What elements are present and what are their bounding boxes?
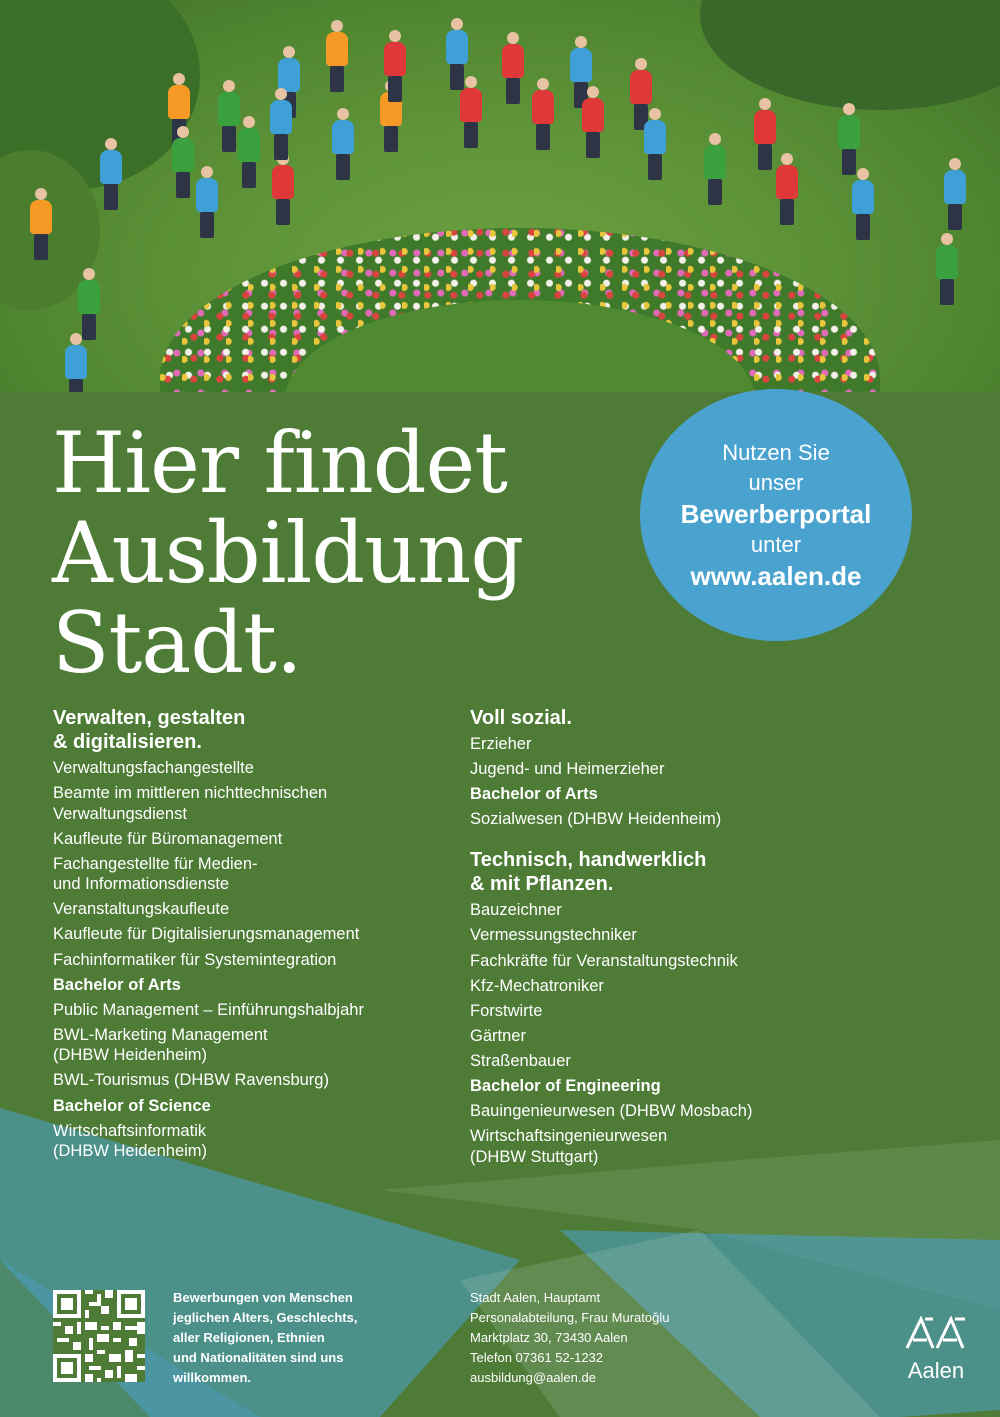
headline-line-3: Stadt. [52,594,302,692]
list-item: Public Management – Einführungshalbjahr [53,1000,364,1019]
subheading-bachelor-science: Bachelor of Science [53,1096,211,1115]
portal-line-2: unser [748,470,804,495]
list-item: Sozialwesen (DHBW Heidenheim) [470,810,722,829]
list-item: Forstwirte [470,1001,543,1020]
portal-url-link[interactable]: www.aalen.de [690,561,862,591]
list-item: Wirtschaftsinformatik (DHBW Heidenheim) [53,1121,208,1161]
list-item: Vermessungstechniker [470,926,637,945]
portal-line-4: unter [750,532,802,557]
list-item: Bauingenieurwesen (DHBW Mosbach) [470,1102,753,1121]
contact-block [470,1288,669,1388]
contact-line: Stadt Aalen, Hauptamt [470,1290,601,1305]
subheading-bachelor-arts: Bachelor of Arts [53,975,181,994]
portal-name: Bewerberportal [680,499,872,529]
subheading-bachelor-engineering: Bachelor of Engineering [470,1077,661,1096]
headline-line-2: Ausbildung [52,504,524,602]
list-item: Veranstaltungskaufleute [53,900,230,919]
list-item: Gärtner [470,1026,526,1045]
portal-line-1: Nutzen Sie [722,440,830,465]
headline-line-1: Hier findet [52,414,507,512]
list-item: Fachangestellte für Medien- und Informationsdienste [53,854,258,894]
list-item: Verwaltungsfachangestellte [53,759,254,777]
list-item: Fachkräfte für Veranstaltungstechnik [470,951,738,970]
list-item: Straßenbauer [470,1051,571,1070]
section-title-social: Voll sozial. [470,707,572,729]
aalen-logo-icon [903,1316,969,1350]
list-item: Bauzeichner [470,901,562,920]
list-item: BWL-Marketing Management (DHBW Heidenheim) [53,1025,268,1065]
logo-text: Aalen [907,1358,965,1383]
subheading-bachelor-arts: Bachelor of Arts [470,785,598,804]
list-item: Wirtschaftsingenieurwesen (DHBW Stuttgart) [470,1127,668,1166]
list-item: Kfz-Mechatroniker [470,976,604,995]
contact-line: Marktplatz 30, 73430 Aalen [470,1330,628,1345]
contact-email-link[interactable]: ausbildung@aalen.de [470,1370,596,1385]
contact-phone[interactable]: Telefon 07361 52-1232 [470,1350,604,1365]
list-item: Erzieher [470,735,532,753]
headline [52,414,524,692]
list-item: BWL-Tourismus (DHBW Ravensburg) [53,1071,329,1090]
section-title-admin: Verwalten, gestalten & digitalisieren. [53,707,246,753]
list-item: Kaufleute für Digitalisierungsmanagement [53,925,360,944]
diversity-statement: Bewerbungen von Menschen jeglichen Alters, Geschlechts, aller Religionen, Ethnien und Nationalitäten sind uns willkommen. [173,1290,358,1385]
list-item: Fachinformatiker für Systemintegration [53,950,337,969]
list-item: Jugend- und Heimerzieher [470,760,665,779]
right-column [470,706,910,1172]
list-item: Beamte im mittleren nichttechnischen Verwaltungsdienst [53,784,328,823]
qr-code[interactable] [53,1290,145,1382]
left-column [53,706,453,1166]
group-photo [0,0,1000,392]
contact-line: Personalabteilung, Frau Muratoğlu [470,1310,670,1325]
portal-circle[interactable] [640,389,912,641]
section-title-technical: Technisch, handwerklich & mit Pflanzen. [470,849,707,896]
aalen-logo [896,1316,976,1383]
list-item: Kaufleute für Büromanagement [53,829,283,848]
